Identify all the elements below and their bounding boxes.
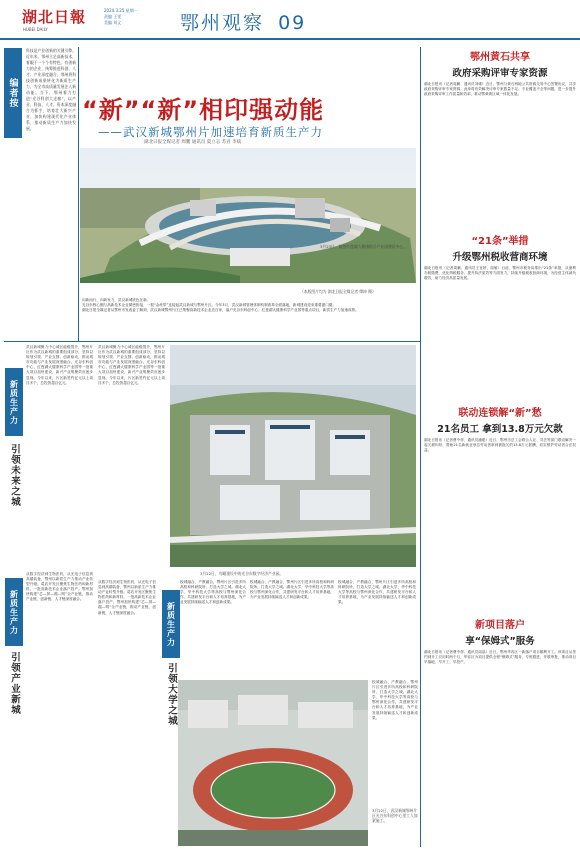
section-body: 校城融合、产教融合，鄂州片区引进多所高校和科研院所，打造大学之城。湖北大学、华中科技大学等高校与鄂州深化合作，共建研发平台和人才培养基地，为产业发展持续输送人才和创新成果。 [180,580,246,605]
newspaper-logo: 湖北日報 [22,8,87,26]
right-item-title: 政府采购评审专家资源 [452,68,548,79]
bottom-photo [178,680,368,846]
headline-main: “新”“新”相印强动能 [82,96,325,124]
editor-credit: 责编 王雯 [104,14,122,19]
right-item-title: 21名员工 拿到13.8万元欠款 [437,424,563,435]
right-item-2 [424,232,576,421]
headline-sub: ——武汉新城鄂州片加速培育新质生产力 [98,125,323,139]
digital-economy-park-image [170,345,416,567]
lead-paragraph: 湖北日报全媒记者从鄂州市发改委了解到，武汉新城鄂州片区已集聚高新技术企业近百家，落户光谷东科创中心、红莲湖大健康科学产业园等重点项目，新质生产力加速成势。 [82,308,359,313]
right-item-kicker: 联动连锁解“新”愁 [458,408,542,419]
section-body-continued: 从数字经济到生物医药，从光电子信息到高端装备，鄂州以新质生产力推动产业转型升级。葛店开发区聚焦生物医药和新材料，一批高新技术企业落户投产。鄂州加快构建“芯—屏—端—网”全产业链，推动产业链、创新链、人才链深度融合。 [98,580,156,615]
section-body: 校城融合、产教融合，鄂州片区引进多所高校和科研院所，打造大学之城。湖北大学、华中科技大学等高校与鄂州深化合作，共建研发平台和人才培养基地，为产业发展持续输送人才和创新成果。 [372,680,418,720]
lead-text [82,298,417,334]
column-divider [78,47,79,341]
right-item-kicker: 新项目落户 [475,620,525,631]
issue-meta [104,8,138,26]
section-label: 新质生产力 [5,368,23,436]
right-item-body: 湖北日报讯（记者曹中梓、通讯员周晶）近日，鄂州华容区一新落户项目顺利开工。该项目从签约到开工仅用时两个月，华容区为项目提供全程“保姆式”服务，专班跟进、并联审批，推动项目早落地、早开工、早投产。 [424,650,576,665]
editor-note-tag: 编者按 [4,48,22,138]
right-item-3 [424,404,576,598]
section-title [180,8,306,35]
right-item-1 [424,48,576,232]
middle-photo [170,345,416,567]
top-photo [80,148,416,283]
section-title-text: 引领大学之城 [166,663,177,726]
top-photo-credit: （本版图片均为 湖北日报全媒记者 缪坤 摄） [300,289,376,294]
right-item-body: 湖北日报讯（记者周鹏、通讯员王宜婷、周敏）日前，鄂州市税务局推出“21条”举措，从便利办税缴费、优化纳税服务、提升执法质效等方面发力，持续升级税收营商环境，为经营主体减负增效，助力经济高质量发展。 [424,266,576,281]
section-title-text: 引领未来之城 [9,444,20,507]
health-park-aerial-image [80,148,416,283]
headline-byline: 湖北日报全媒记者 周鹏 通讯员 夏立志 苏君 李斌 [144,140,242,145]
right-item-4 [424,616,576,850]
section-rule [4,341,420,342]
right-item-kicker: “21条”举措 [471,236,529,247]
masthead [0,0,580,40]
section-name: 鄂州观察 [180,12,265,34]
right-item-body: 湖北日报讯（记者曹中梓、通讯员潘聪）近日，鄂州市总工会联合人社、司法等部门联动解决一起欠薪纠纷，帮助21名新就业形态劳动者拿到被拖欠的13.8万元报酬，切实维护劳动者合法权益。 [424,438,576,453]
top-photo-caption: 3月23日，航拍红莲湖大健康科学产业园建设中心。 [320,244,407,249]
middle-photo-caption: 3月22日，鸟瞰建设中的光谷东数字经济产业园。 [200,571,284,576]
right-item-kicker: 鄂州黄石共享 [470,52,530,63]
section-label: 新质生产力 [162,590,180,658]
designer-credit: 美编 刘义 [104,20,122,25]
section-label: 新质生产力 [5,578,23,646]
issue-date: 2024.3.25 星期一 [104,8,138,13]
section-body-continued: 武汉新城聚力中心城区能级提升，鄂州片区作为武汉新城的重要组成部分，坚持以规划引领、产业支撑、创新驱动，推动城市功能与产业发展深度融合。光谷东科创中心、红莲湖大健康科学产业园等一批重大项目加快建设，新兴产业集聚效应逐步显现。今年以来，片区新签约亿元以上项目多个，总投资超百亿元。 [98,345,165,385]
section-body: 校城融合、产教融合，鄂州片区引进多所高校和科研院所，打造大学之城。湖北大学、华中科技大学等高校与鄂州深化合作，共建研发平台和人才培养基地，为产业发展持续输送人才和创新成果。 [250,580,334,600]
newspaper-logo-subtitle: HUBEI DAILY [23,27,48,32]
section-body: 从数字经济到生物医药，从光电子信息到高端装备，鄂州以新质生产力推动产业转型升级。葛店开发区聚焦生物医药和新材料，一批高新技术企业落户投产。鄂州加快构建“芯—屏—端—网”全产业链，推动产业链、创新链、人才链深度融合。 [26,572,93,602]
page-number: 09 [278,12,307,34]
bottom-photo-caption: 3月22日，武汉新城鄂州片区光谷东科创中心里工人加紧施工。 [372,808,418,823]
lead-paragraph: 光谷东核心圈与高新技术企业紧密衔接，一根“金丝带”连接起武汉新城与鄂州片区。今年3月，武汉新城管理体制机制改革全面落地，新城建设迎来重要窗口期。 [82,303,336,308]
right-item-body: 湖北日报讯（记者周鹏、通讯员刘瑾）近日，鄂州与黄石两地公共资源交易中心签署协议，共享政府采购评审专家资源。此举将有效解决评审专家数量不足、专业覆盖不全等问题，进一步提升政府采购评审工作质量和效率，推动鄂黄黄区域一体化发展。 [424,82,576,97]
right-item-title: 升级鄂州税收营商环境 [452,252,548,263]
right-item-title: 享“保姆式”服务 [465,636,535,647]
section-title-text: 引领产业新城 [9,652,20,715]
lead-paragraph: 向新而行，向新发力，武汉新城底色在新。 [82,298,151,302]
science-center-construction-image [178,680,368,846]
section-body: 武汉新城聚力中心城区能级提升，鄂州片区作为武汉新城的重要组成部分，坚持以规划引领、产业支撑、创新驱动，推动城市功能与产业发展深度融合。光谷东科创中心、红莲湖大健康科学产业园等一批重大项目加快建设，新兴产业集聚效应逐步显现。今年以来，片区新签约亿元以上项目多个，总投资超百亿元。 [26,345,93,385]
editor-note-text: 科技是产业创新的关键引擎。近年来，鄂州立足高新技术，着眼于一个个有特色、有创新力的企业，统筹推进科创、人才、产业深度融合，鄂州将科技创新成果转化为新质生产力，为全市高质量发展注入新动能。当下，鄂州着力打造“光谷科创大走廊”，以产业、科技、人才、资本深度融合为抓手，培育壮大新兴产业，加快构建现代化产业体系，推动新质生产力加快发展。 [26,48,76,131]
right-column-divider [420,47,421,847]
section-body: 校城融合、产教融合，鄂州片区引进多所高校和科研院所，打造大学之城。湖北大学、华中科技大学等高校与鄂州深化合作，共建研发平台和人才培养基地，为产业发展持续输送人才和创新成果。 [338,580,416,605]
